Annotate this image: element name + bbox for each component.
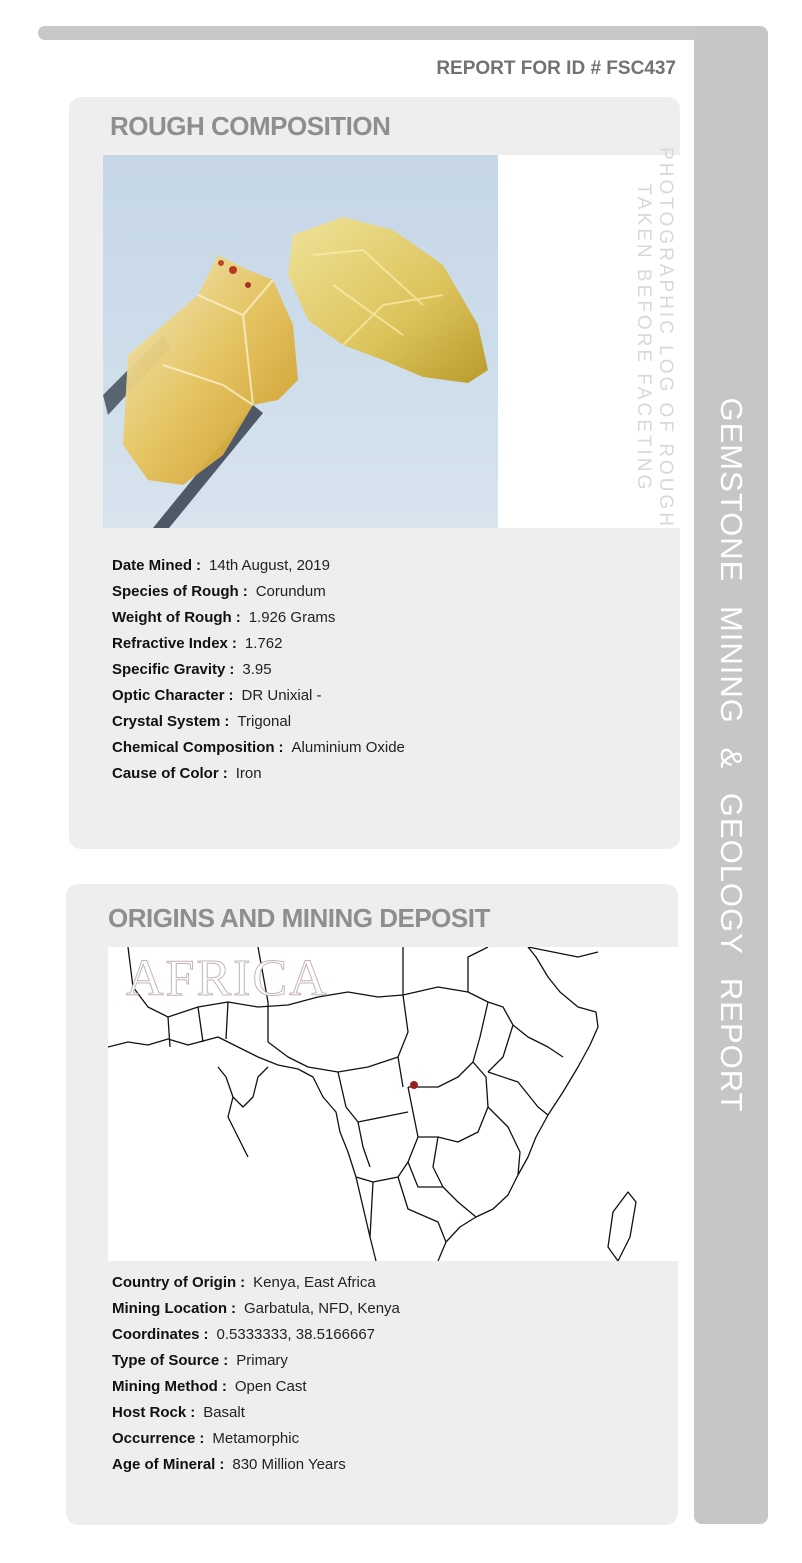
fact-value: 830 Million Years — [232, 1456, 346, 1473]
fact-label: Age of Mineral — [112, 1456, 216, 1473]
border — [228, 1097, 248, 1157]
fact-label: Weight of Rough — [112, 609, 232, 626]
fact-value: 0.5333333, 38.5166667 — [216, 1326, 376, 1343]
fact-row: Mining Location : Garbatula, NFD, Kenya — [112, 1300, 400, 1317]
fact-label: Species of Rough — [112, 583, 239, 600]
inclusion-3 — [218, 260, 224, 266]
fact-value: Open Cast — [234, 1378, 307, 1395]
border — [358, 1122, 370, 1167]
fact-row: Crystal System : Trigonal — [112, 713, 292, 730]
inclusion-2 — [245, 282, 251, 288]
fact-row: Occurrence : Metamorphic — [112, 1430, 300, 1447]
report-id: REPORT FOR ID # FSC437 — [436, 58, 676, 79]
crystal-right — [288, 217, 488, 383]
fact-value: Trigonal — [237, 713, 292, 730]
fact-row: Date Mined : 14th August, 2019 — [112, 557, 330, 574]
fact-label: Cause of Color — [112, 765, 219, 782]
fact-row: Species of Rough : Corundum — [112, 583, 326, 600]
fact-label: Chemical Composition — [112, 739, 275, 756]
side-title: GEMSTONE MINING & GEOLOGY REPORT — [714, 397, 749, 1113]
madagascar — [608, 1192, 636, 1261]
border — [218, 1067, 268, 1107]
fact-label: Mining Location — [112, 1300, 227, 1317]
fact-row: Country of Origin : Kenya, East Africa — [112, 1274, 376, 1291]
fact-value: Aluminium Oxide — [291, 739, 405, 756]
fact-value: 3.95 — [242, 661, 272, 678]
fact-row: Host Rock : Basalt — [112, 1404, 245, 1421]
fact-label: Optic Character — [112, 687, 225, 704]
border — [418, 1062, 488, 1142]
deposit-marker — [410, 1081, 418, 1089]
fact-row: Weight of Rough : 1.926 Grams — [112, 609, 336, 626]
fact-row: Chemical Composition : Aluminium Oxide — [112, 739, 405, 756]
border — [356, 1087, 418, 1182]
fact-label: Type of Source — [112, 1352, 220, 1369]
border — [488, 1072, 548, 1115]
fact-label: Country of Origin — [112, 1274, 237, 1291]
crystal-left — [123, 255, 298, 485]
border — [338, 1072, 408, 1122]
rough-photo-art — [103, 155, 498, 528]
fact-row: Coordinates : 0.5333333, 38.5166667 — [112, 1326, 376, 1343]
fact-row: Type of Source : Primary — [112, 1352, 288, 1369]
africa-map — [108, 947, 678, 1261]
fact-value: Kenya, East Africa — [253, 1274, 376, 1291]
fact-label: Specific Gravity — [112, 661, 226, 678]
fact-value: Primary — [236, 1352, 288, 1369]
fact-label: Occurrence — [112, 1430, 196, 1447]
fact-row: Mining Method : Open Cast — [112, 1378, 307, 1395]
border — [168, 1002, 228, 1047]
border — [433, 1137, 476, 1217]
fact-value: DR Unixial - — [241, 687, 322, 704]
photo-note — [632, 147, 676, 529]
fact-row: Specific Gravity : 3.95 — [112, 661, 272, 678]
rough-title: ROUGH COMPOSITION — [110, 111, 391, 141]
border — [488, 1107, 520, 1175]
border — [408, 1162, 443, 1187]
fact-value: Corundum — [255, 583, 326, 600]
fact-label: Crystal System — [112, 713, 221, 730]
fact-value: 1.762 — [244, 635, 283, 652]
fact-row: Age of Mineral : 830 Million Years — [112, 1456, 346, 1473]
fact-value: Garbatula, NFD, Kenya — [243, 1300, 400, 1317]
border — [398, 947, 408, 1087]
border — [468, 947, 488, 992]
fact-label: Coordinates — [112, 1326, 200, 1343]
fact-label: Refractive Index — [112, 635, 228, 652]
border — [370, 1182, 373, 1237]
fact-label: Date Mined — [112, 557, 193, 574]
border — [408, 1002, 488, 1087]
origin-title: ORIGINS AND MINING DEPOSIT — [108, 903, 490, 933]
fact-value: Basalt — [203, 1404, 245, 1421]
photo-note-line1: PHOTOGRAPHIC LOG OF ROUGH — [655, 147, 676, 529]
fact-row: Optic Character : DR Unixial - — [112, 687, 322, 704]
fact-value: 14th August, 2019 — [209, 557, 330, 574]
border — [488, 1025, 513, 1072]
fact-row: Cause of Color : Iron — [112, 765, 262, 782]
inclusion-1 — [229, 266, 237, 274]
origin-facts — [112, 1270, 400, 1478]
border — [528, 947, 598, 957]
fact-label: Mining Method — [112, 1378, 218, 1395]
fact-row: Refractive Index : 1.762 — [112, 635, 283, 652]
rough-facts — [112, 553, 405, 787]
map-label: AFRICA — [126, 950, 329, 1007]
photo-note-line2: TAKEN BEFORE FACETING — [633, 183, 654, 493]
rough-photo — [103, 155, 498, 528]
fact-value: Metamorphic — [212, 1430, 300, 1447]
fact-label: Host Rock — [112, 1404, 187, 1421]
fact-value: 1.926 Grams — [248, 609, 336, 626]
fact-value: Iron — [235, 765, 262, 782]
top-bar — [38, 26, 698, 40]
